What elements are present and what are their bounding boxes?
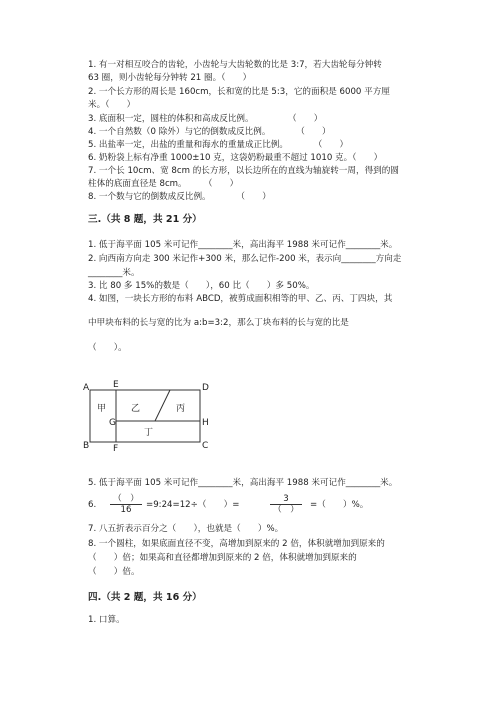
region-bing: 丙 bbox=[176, 404, 186, 414]
sec2-line-11: 8. 一个数与它的倒数成反比例。 （ ） bbox=[88, 192, 271, 202]
section-3-heading: 三.（共 8 题，共 21 分） bbox=[88, 214, 202, 225]
sec3-line-6: 中甲块布料的长与宽的比为 a:b=3:2，那么丁块布料的长与宽的比是 bbox=[88, 318, 349, 328]
sec3-q6-mid: =9:24=12÷（ ）= bbox=[146, 500, 240, 510]
q6-frac2-numerator: 3 bbox=[270, 494, 302, 505]
label-b: B bbox=[83, 441, 90, 451]
region-jia: 甲 bbox=[97, 404, 107, 414]
sec4-line-1: 1. 口算。 bbox=[88, 615, 125, 625]
sec2-line-5: 3. 底面积一定，圆柱的体积和高成反比例。 （ ） bbox=[88, 114, 323, 124]
q6-fraction-1 bbox=[110, 494, 142, 515]
sec3-q7: 7. 八五折表示百分之（ ），也就是（ ）%。 bbox=[88, 524, 284, 534]
label-g: G bbox=[109, 418, 116, 428]
label-f: F bbox=[113, 444, 119, 452]
sec3-q6-prefix: 6. bbox=[88, 500, 97, 510]
sec3-line-1: 1. 低于海平面 105 米可记作________米，高出海平 1988 米可记作________米。 bbox=[88, 240, 398, 250]
sec3-line-5: 4. 如图，一块长方形的布料 ABCD，被剪成面积相等的甲、乙、丙、丁四块，其 bbox=[88, 294, 393, 304]
sec3-line-3: ________米。 bbox=[88, 268, 140, 278]
q6-frac2-denominator: （ ） bbox=[273, 505, 299, 515]
fabric-diagram bbox=[80, 380, 220, 452]
q6-frac1-denominator: 16 bbox=[120, 505, 132, 515]
sec2-line-4: 米。（ ） bbox=[88, 100, 136, 110]
label-d: D bbox=[202, 383, 209, 393]
sec2-line-6: 4. 一个自然数（0 除外）与它的倒数成反比例。 （ ） bbox=[88, 127, 331, 137]
label-c: C bbox=[202, 441, 209, 451]
section-4-heading: 四.（共 2 题，共 16 分） bbox=[88, 592, 202, 603]
q6-fraction-2 bbox=[270, 494, 302, 515]
sec3-line-4: 3. 比 80 多 15%的数是（ ），60 比（ ）多 50%。 bbox=[88, 281, 315, 291]
label-a: A bbox=[83, 383, 90, 393]
label-e: E bbox=[113, 380, 119, 390]
sec3-q5: 5. 低于海平面 105 米可记作________米，高出海平 1988 米可记作________米。 bbox=[88, 478, 398, 488]
sec2-line-1: 1. 有一对相互咬合的齿轮，小齿轮与大齿轮数的比是 3:7，若大齿轮每分钟转 bbox=[88, 60, 382, 70]
region-yi: 乙 bbox=[131, 404, 141, 414]
sec2-line-9: 7. 一个长 10cm、宽 8cm 的长方形，以长边所在的直线为轴旋转一周，得到的圆 bbox=[88, 166, 399, 176]
q6-frac1-numerator: （ ） bbox=[110, 494, 142, 505]
sec3-q8-line-3: （ ）倍。 bbox=[88, 567, 140, 577]
sec2-line-7: 5. 出盐率一定，出盐的重量和海水的重量成正比例。 （ ） bbox=[88, 140, 349, 150]
label-h: H bbox=[202, 418, 209, 428]
sec3-q8-line-1: 8. 一个圆柱，如果底面直径不变，高增加到原来的 2 倍，体积就增加到原来的 bbox=[88, 539, 385, 549]
sec3-line-7: （ ）。 bbox=[88, 343, 127, 353]
sec3-line-2: 2. 向西南方向走 300 米记作+300 米，那么记作-200 米，表示向________方向走 bbox=[88, 254, 402, 264]
sec3-q6-end: =（ ）%。 bbox=[310, 500, 369, 510]
sec2-line-2: 63 圈，则小齿轮每分钟转 21 圈。（ ） bbox=[88, 73, 252, 83]
sec2-line-3: 2. 一个长方形的周长是 160cm，长和宽的比是 5:3，它的面积是 6000 平方厘 bbox=[88, 87, 390, 97]
line-diagonal bbox=[155, 390, 170, 421]
sec3-q8-line-2: （ ）倍；如果高和直径都增加到原来的 2 倍，体积就增加到原来的 bbox=[88, 553, 357, 563]
region-ding: 丁 bbox=[144, 428, 154, 438]
sec2-line-10: 柱体的底面直径是 8cm。 （ ） bbox=[88, 179, 239, 189]
sec2-line-8: 6. 奶粉袋上标有净重 1000±10 克，这袋奶粉最重不超过 1010 克。（ ） bbox=[88, 153, 383, 163]
